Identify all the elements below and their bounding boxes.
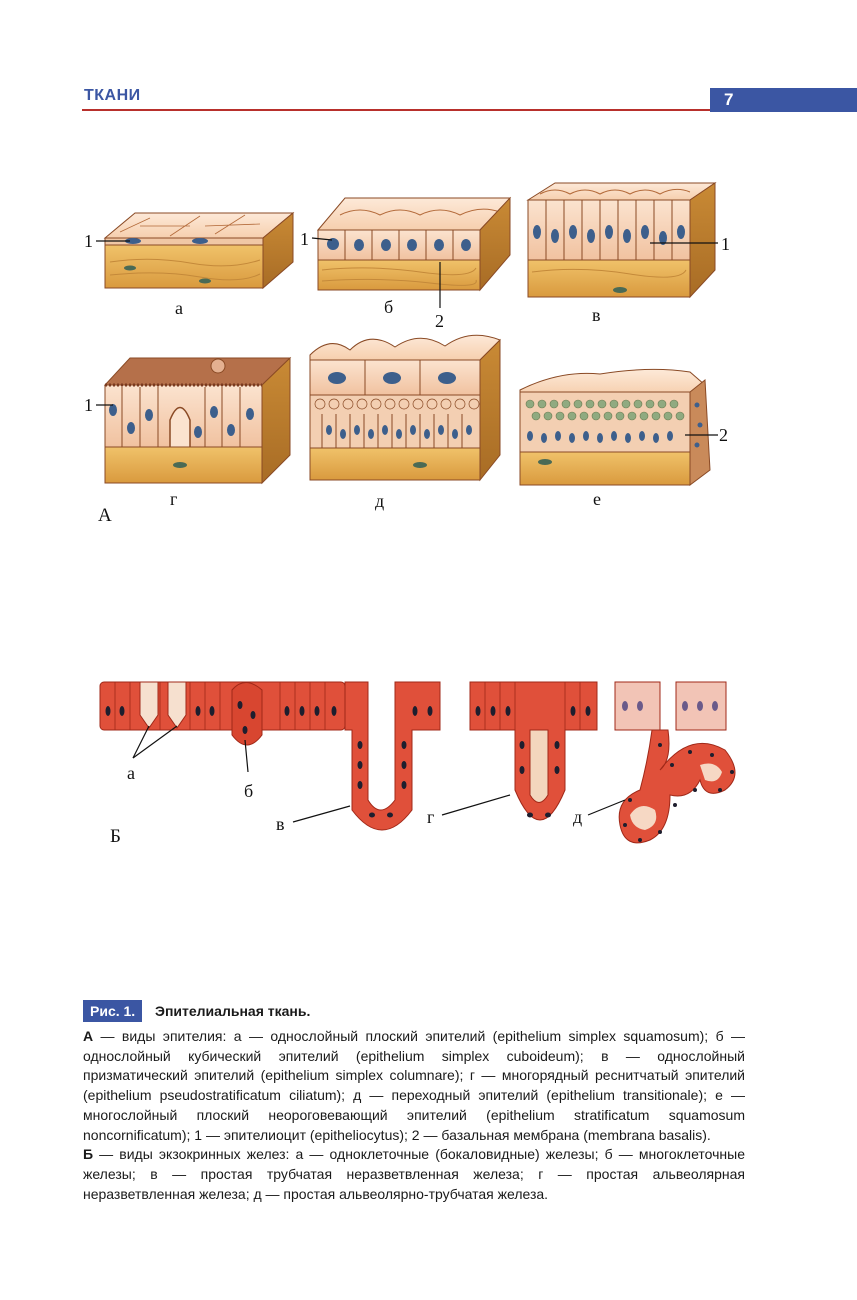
gland-strip-2 [470,682,597,820]
caption-text-a: — виды эпителия: а — однослойный плоский эпителий (epithelium simplex squamosum); б — однослойный кубический эпителий (epithelium simplex cuboideum); в — однослойный призматический эпителий (epithelium simplex columnare); г — многорядный реснитчатый эпителий (epithelium pseudostratificatum ciliatum); д — переходный эпителий (epithelium transitionale); е — многослойный плоский неороговевающий эпителий (epithelium stratificatum squamosum noncornificatum); 1 — эпителиоцит (epitheliocytus); 2 — базальная мембрана (membrana basalis). [83,1028,745,1143]
label-b-e: д [573,807,583,827]
block-f-stratified [520,369,710,485]
label-b-d: г [427,807,435,827]
caption-key-b: Б [83,1146,94,1163]
caption-paragraph-b [83,1145,745,1204]
callout-f-membrane: 2 [719,425,728,445]
block-e-transitional [310,335,500,480]
label-a-d: г [170,489,178,509]
block-d-ciliated [105,358,290,483]
callout-a-cell: 1 [84,231,93,251]
callout-c-cell: 1 [721,234,730,254]
callout-b-cell: 1 [300,229,309,249]
callout-d-cell: 1 [84,395,93,415]
gland-strip-3 [615,682,735,843]
label-a-c: в [592,305,601,325]
page-number: 7 [710,88,857,112]
caption-text-b: — виды экзокринных желез: а — одноклеточные (бокаловидные) железы; б — многоклеточные железы; в — простая трубчатая неразветвленная железа; г — простая альвеолярная неразветвленная железа; д — простая альвеолярно-трубчатая железа. [83,1146,745,1202]
caption-key-a: А [83,1028,94,1044]
panel-b-marker: Б [110,826,121,847]
block-b-cuboidal [318,198,510,290]
section-title: ТКАНИ [84,87,141,104]
label-a-b: б [384,297,394,317]
label-a-f: е [593,489,601,509]
label-b-c: в [276,814,285,834]
label-a-a: а [175,298,183,318]
label-b-b: б [244,781,254,801]
caption-paragraph-a [83,1027,745,1145]
label-a-e: д [375,491,385,511]
figure-title: Эпителиальная ткань. [155,1003,311,1019]
label-b-a: а [127,763,135,783]
block-a-squamous [105,213,293,288]
figure-caption [83,1027,745,1204]
callout-b-membrane: 2 [435,311,444,331]
gland-strip-1 [100,682,440,830]
panel-a-marker: А [98,505,112,526]
block-c-columnar [528,183,715,297]
figure-badge: Рис. 1. [83,1000,142,1022]
